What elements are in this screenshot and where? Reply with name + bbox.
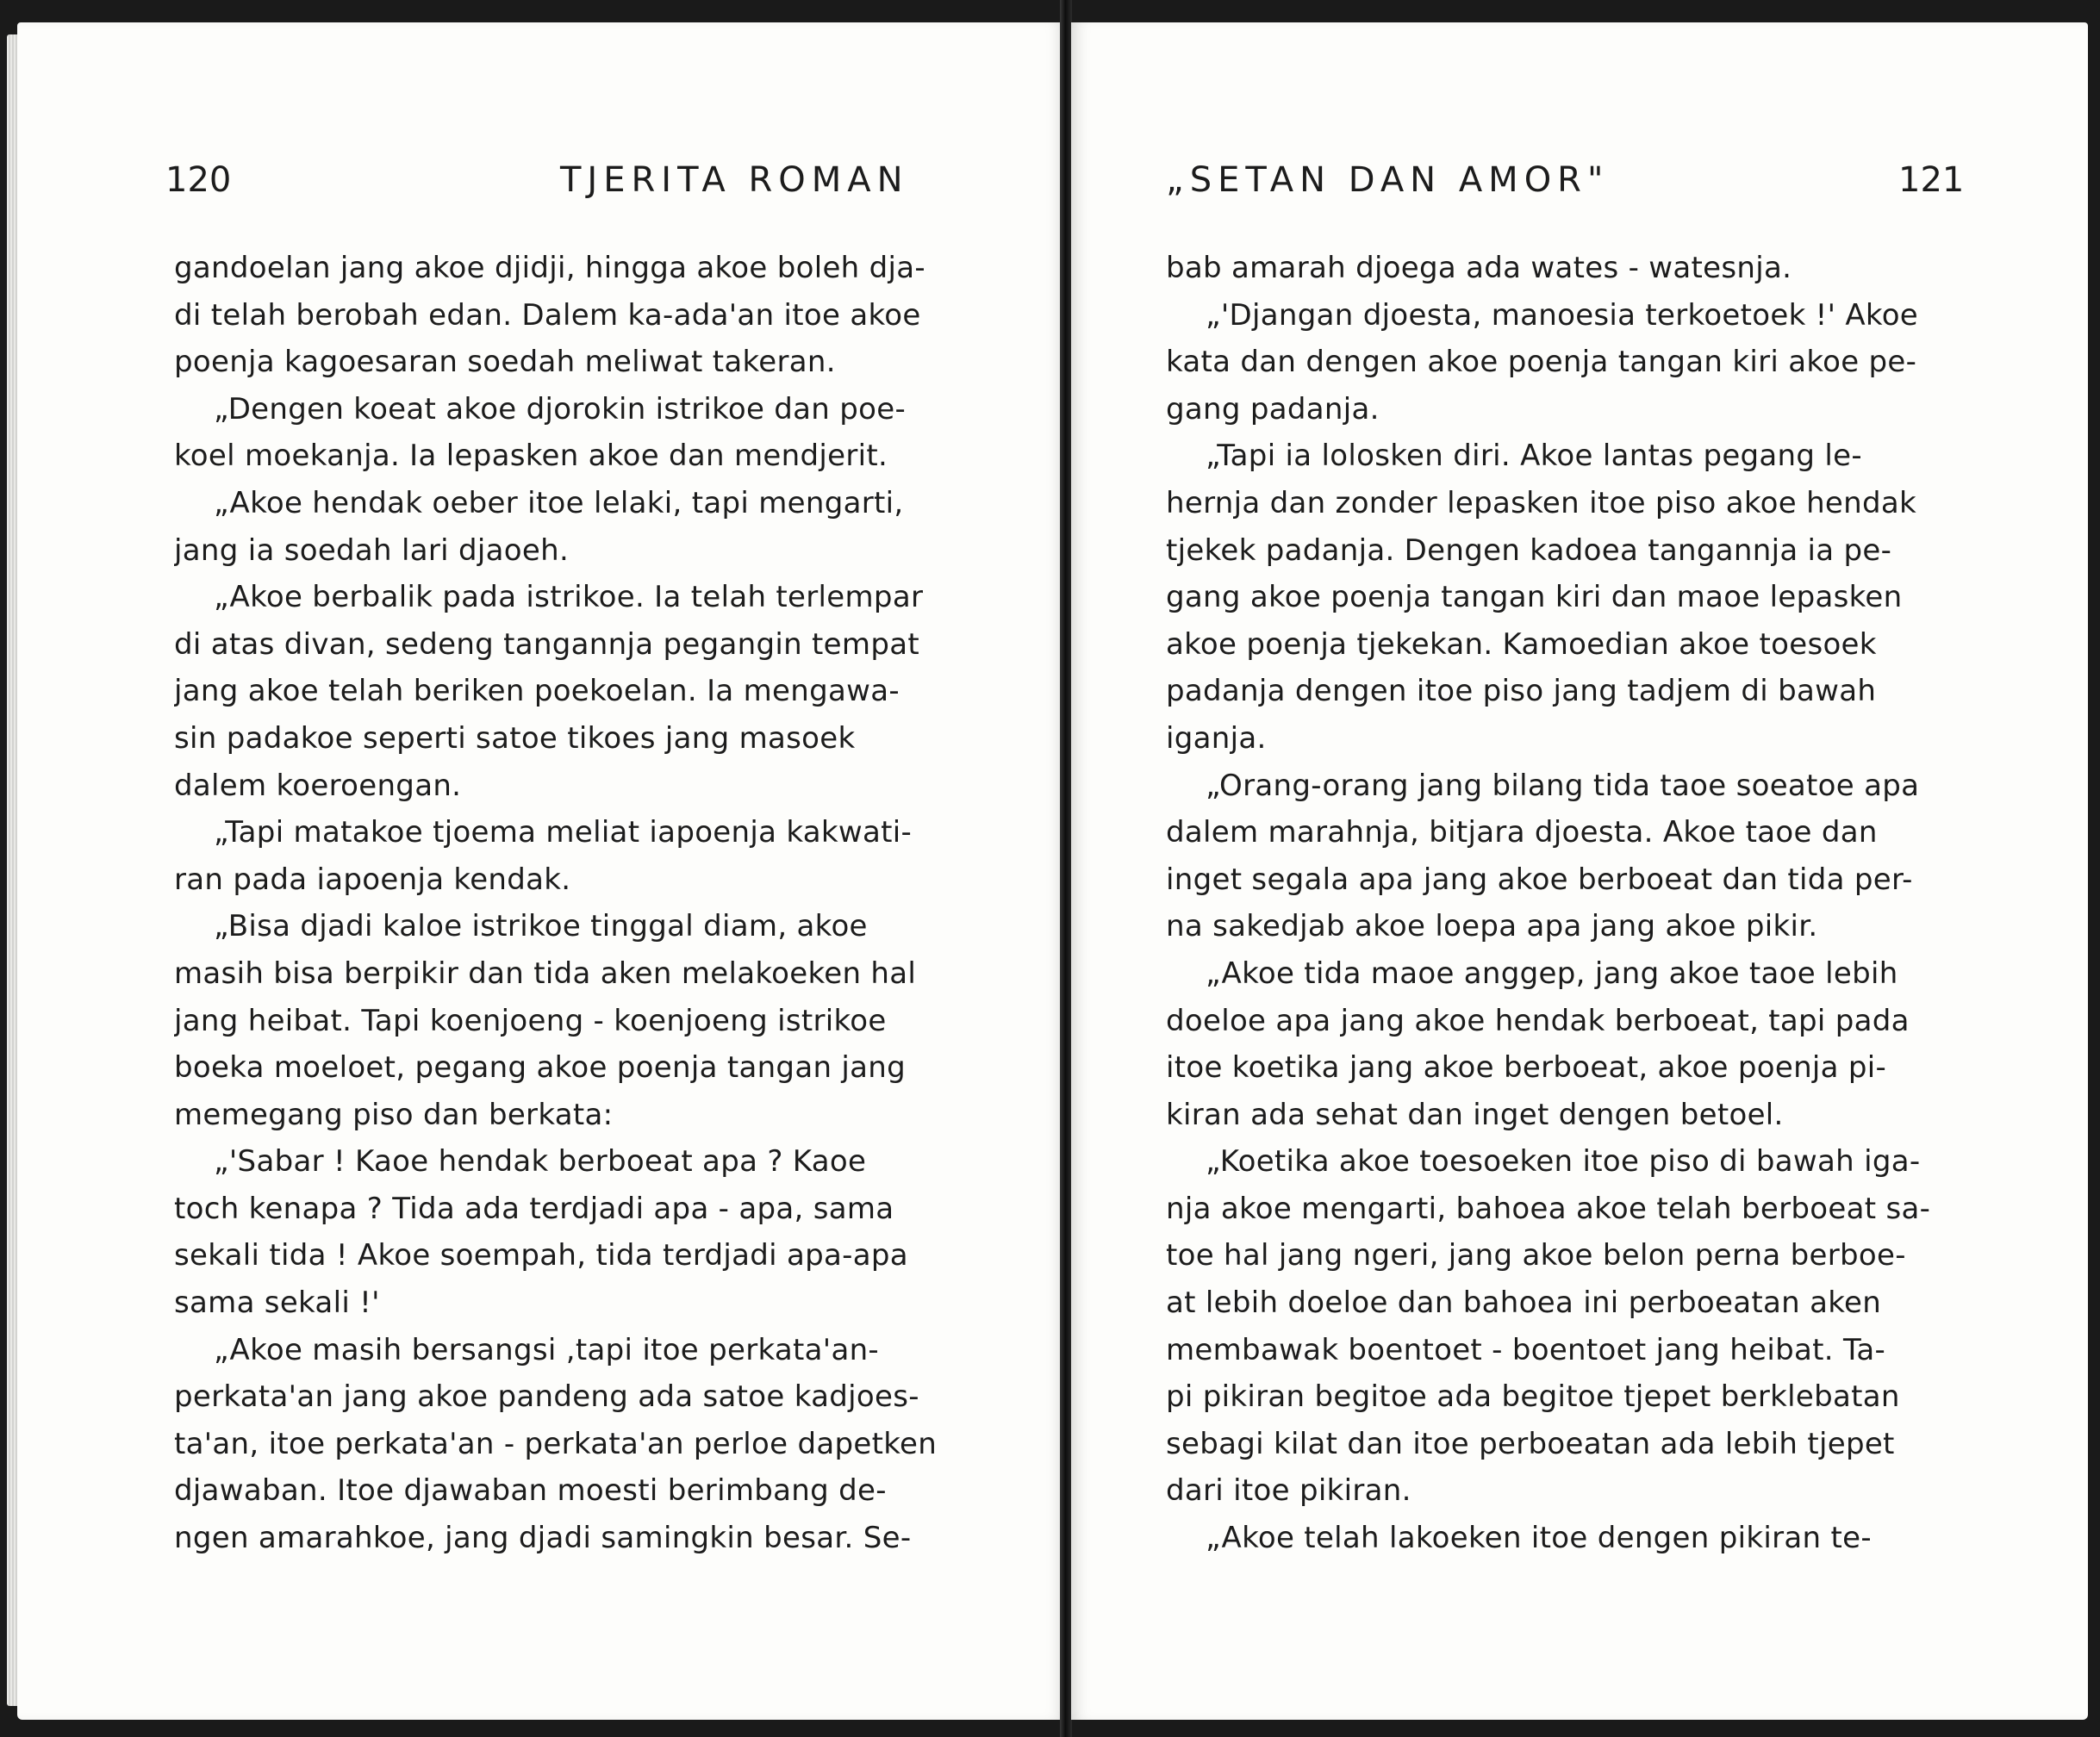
text-line: itoe koetika jang akoe berboeat, akoe poenja pi- — [1166, 1050, 1887, 1086]
text-line: ta'an, itoe perkata'an - perkata'an perloe dapetken — [174, 1426, 938, 1461]
text-line: di telah berobah edan. Dalem ka-ada'an itoe akoe — [174, 297, 921, 333]
text-line: masih bisa berpikir dan tida aken melakoeken hal — [174, 956, 917, 991]
text-line: boeka moeloet, pegang akoe poenja tangan jang — [174, 1050, 907, 1086]
text-line: jang ia soedah lari djaoeh. — [174, 532, 570, 568]
text-line: na sakedjab akoe loepa apa jang akoe pikir. — [1166, 909, 1818, 944]
text-line: sama sekali !' — [174, 1286, 380, 1321]
right-running-title: „SETAN DAN AMOR" — [1166, 160, 1610, 200]
text-line: poenja kagoesaran soedah meliwat takeran. — [174, 345, 836, 380]
text-line: „Koetika akoe toesoeken itoe piso di bawah iga- — [1206, 1144, 1921, 1180]
text-line: at lebih doeloe dan bahoea ini perboeatan aken — [1166, 1286, 1882, 1321]
text-line: akoe poenja tjekekan. Kamoedian akoe toesoek — [1166, 626, 1877, 662]
text-line: „Akoe telah lakoeken itoe dengen pikiran te- — [1206, 1521, 1872, 1556]
text-line: „Tapi matakoe tjoema meliat iapoenja kakwati- — [214, 815, 913, 850]
text-line: „Dengen koeat akoe djorokin istrikoe dan poe- — [214, 391, 907, 426]
text-line: sekali tida ! Akoe soempah, tida terdjadi apa-apa — [174, 1238, 908, 1273]
text-line: toch kenapa ? Tida ada terdjadi apa - apa, sama — [174, 1191, 894, 1226]
text-line: dari itoe pikiran. — [1166, 1473, 1411, 1509]
text-line: sebagi kilat dan itoe perboeatan ada lebih tjepet — [1166, 1426, 1895, 1461]
text-line: „Akoe hendak oeber itoe lelaki, tapi mengarti, — [214, 485, 904, 520]
text-line: gang padanja. — [1166, 391, 1380, 426]
left-page — [17, 22, 1065, 1720]
text-line: dalem marahnja, bitjara djoesta. Akoe taoe dan — [1166, 815, 1878, 850]
text-line: bab amarah djoega ada wates - watesnja. — [1166, 251, 1792, 285]
text-line: padanja dengen itoe piso jang tadjem di bawah — [1166, 674, 1877, 709]
text-line: „'Djangan djoesta, manoesia terkoetoek !' Akoe — [1206, 297, 1919, 333]
text-line: di atas divan, sedeng tangannja pegangin tempat — [174, 626, 919, 662]
text-line: sin padakoe seperti satoe tikoes jang masoek — [174, 720, 856, 756]
text-line: perkata'an jang akoe pandeng ada satoe kadjoes- — [174, 1379, 919, 1415]
right-page — [1071, 22, 2088, 1720]
right-page-text — [1166, 245, 1976, 1562]
text-line: „Akoe berbalik pada istrikoe. Ia telah terlempar — [214, 580, 924, 615]
text-line: kata dan dengen akoe poenja tangan kiri akoe pe- — [1166, 345, 1917, 380]
text-line: „Akoe tida maoe anggep, jang akoe taoe lebih — [1206, 956, 1898, 991]
text-line: doeloe apa jang akoe hendak berboeat, tapi pada — [1166, 1003, 1910, 1038]
text-line: iganja. — [1166, 720, 1267, 756]
left-running-title: TJERITA ROMAN — [560, 160, 909, 200]
left-page-header — [17, 160, 1065, 212]
book-gutter — [1060, 0, 1072, 1737]
left-page-text — [174, 245, 982, 1562]
right-page-header — [1071, 160, 2088, 212]
right-page-number: 121 — [1898, 160, 1965, 200]
text-line: „Akoe masih bersangsi ,tapi itoe perkata'an- — [214, 1332, 879, 1367]
text-line: „Bisa djadi kaloe istrikoe tinggal diam, akoe — [214, 909, 868, 944]
text-line: gandoelan jang akoe djidji, hingga akoe boleh dja- — [174, 251, 925, 285]
text-line: inget segala apa jang akoe berboeat dan tida per- — [1166, 862, 1913, 897]
text-line: memegang piso dan berkata: — [174, 1097, 614, 1132]
text-line: ngen amarahkoe, jang djadi samingkin besar. Se- — [174, 1521, 912, 1556]
text-line: „Orang-orang jang bilang tida taoe soeatoe apa — [1206, 768, 1920, 803]
text-line: membawak boentoet - boentoet jang heibat. Ta- — [1166, 1332, 1886, 1367]
text-line: jang akoe telah beriken poekoelan. Ia mengawa- — [174, 674, 900, 709]
text-line: ran pada iapoenja kendak. — [174, 862, 571, 897]
left-page-number: 120 — [165, 160, 232, 200]
text-line: koel moekanja. Ia lepasken akoe dan mendjerit. — [174, 439, 888, 474]
text-line: tjekek padanja. Dengen kadoea tangannja ia pe- — [1166, 532, 1892, 568]
text-line: hernja dan zonder lepasken itoe piso akoe hendak — [1166, 485, 1917, 520]
text-line: nja akoe mengarti, bahoea akoe telah berboeat sa- — [1166, 1191, 1931, 1226]
text-line: gang akoe poenja tangan kiri dan maoe lepasken — [1166, 580, 1903, 615]
text-line: „'Sabar ! Kaoe hendak berboeat apa ? Kaoe — [214, 1144, 867, 1180]
text-line: djawaban. Itoe djawaban moesti berimbang de- — [174, 1473, 887, 1509]
text-line: kiran ada sehat dan inget dengen betoel. — [1166, 1097, 1784, 1132]
text-line: „Tapi ia lolosken diri. Akoe lantas pegang le- — [1206, 439, 1862, 474]
text-line: pi pikiran begitoe ada begitoe tjepet berklebatan — [1166, 1379, 1900, 1415]
text-line: dalem koeroengan. — [174, 768, 462, 803]
text-line: jang heibat. Tapi koenjoeng - koenjoeng istrikoe — [174, 1003, 887, 1038]
text-line: toe hal jang ngeri, jang akoe belon perna berboe- — [1166, 1238, 1906, 1273]
